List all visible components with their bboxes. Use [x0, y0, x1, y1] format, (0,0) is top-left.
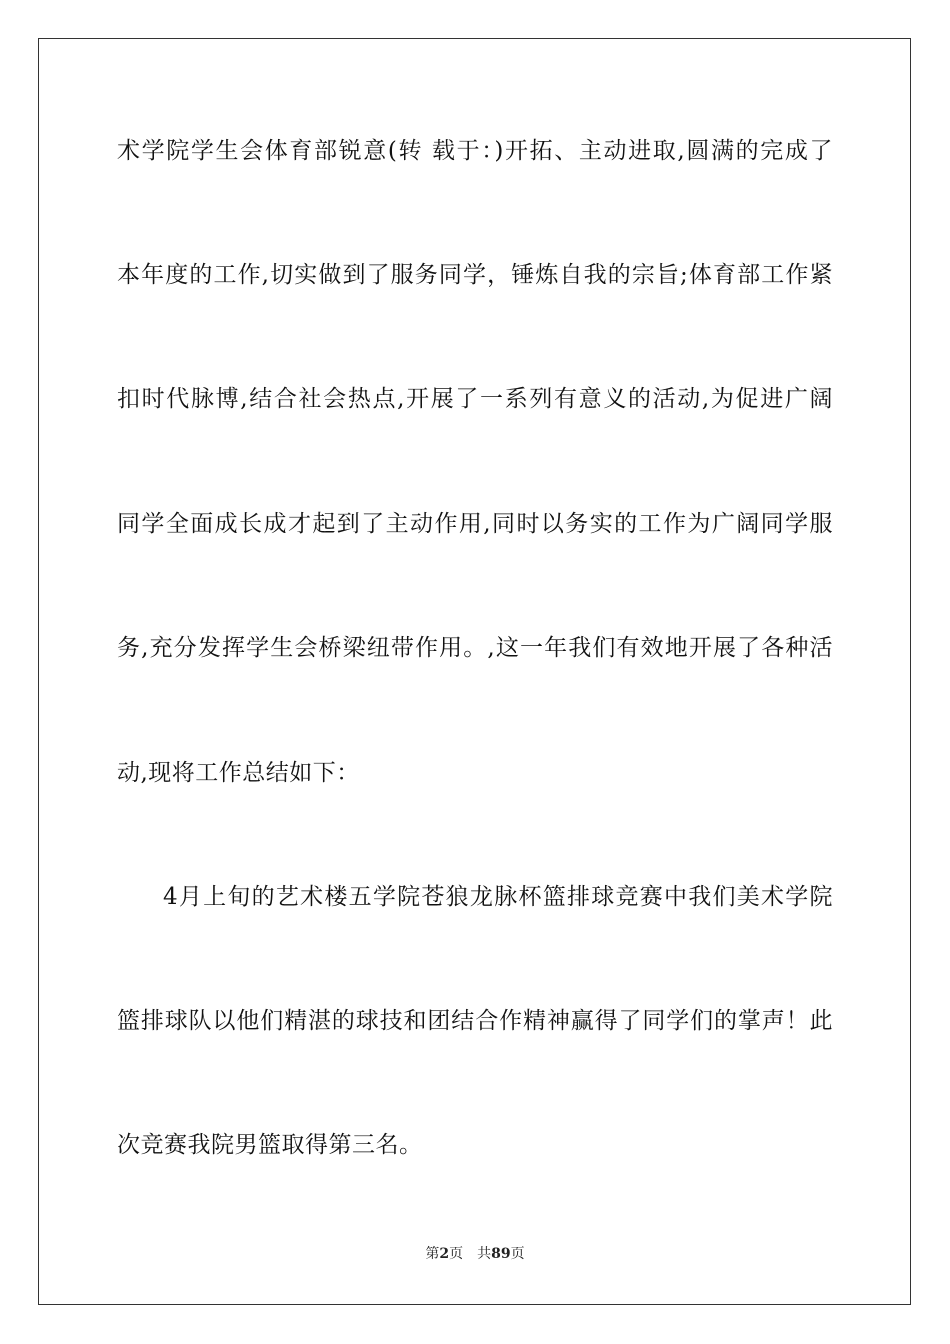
- body-text-line: 篮排球队以他们精湛的球技和团结合作精神赢得了同学们的掌声！此: [117, 1008, 833, 1034]
- body-text-line: 同学全面成长成才起到了主动作用,同时以务实的工作为广阔同学服: [117, 511, 833, 537]
- total-suffix: 页: [510, 1246, 525, 1262]
- page-prefix: 第: [425, 1246, 440, 1262]
- total-pages: 89: [491, 1246, 511, 1262]
- page-footer: [0, 1245, 950, 1263]
- page-border: [38, 38, 911, 1305]
- total-prefix: 共: [477, 1246, 492, 1262]
- body-text-line: 动,现将工作总结如下：: [117, 760, 360, 786]
- body-text-line: 次竞赛我院男篮取得第三名。: [117, 1132, 423, 1158]
- body-text-line-indented: 4月上旬的艺术楼五学院苍狼龙脉杯篮排球竞赛中我们美术学院: [163, 884, 833, 910]
- page-number: 2: [439, 1246, 450, 1262]
- body-text-line: 务,充分发挥学生会桥梁纽带作用。,这一年我们有效地开展了各种活: [117, 635, 833, 661]
- body-text-line: 本年度的工作,切实做到了服务同学，锤炼自我的宗旨;体育部工作紧: [117, 262, 833, 288]
- page-suffix: 页: [449, 1246, 464, 1262]
- body-text-line: 术学院学生会体育部锐意(转 载于：)开拓、主动进取,圆满的完成了: [117, 138, 833, 164]
- body-text-line: 扣时代脉博,结合社会热点,开展了一系列有意义的活动,为促进广阔: [117, 386, 833, 412]
